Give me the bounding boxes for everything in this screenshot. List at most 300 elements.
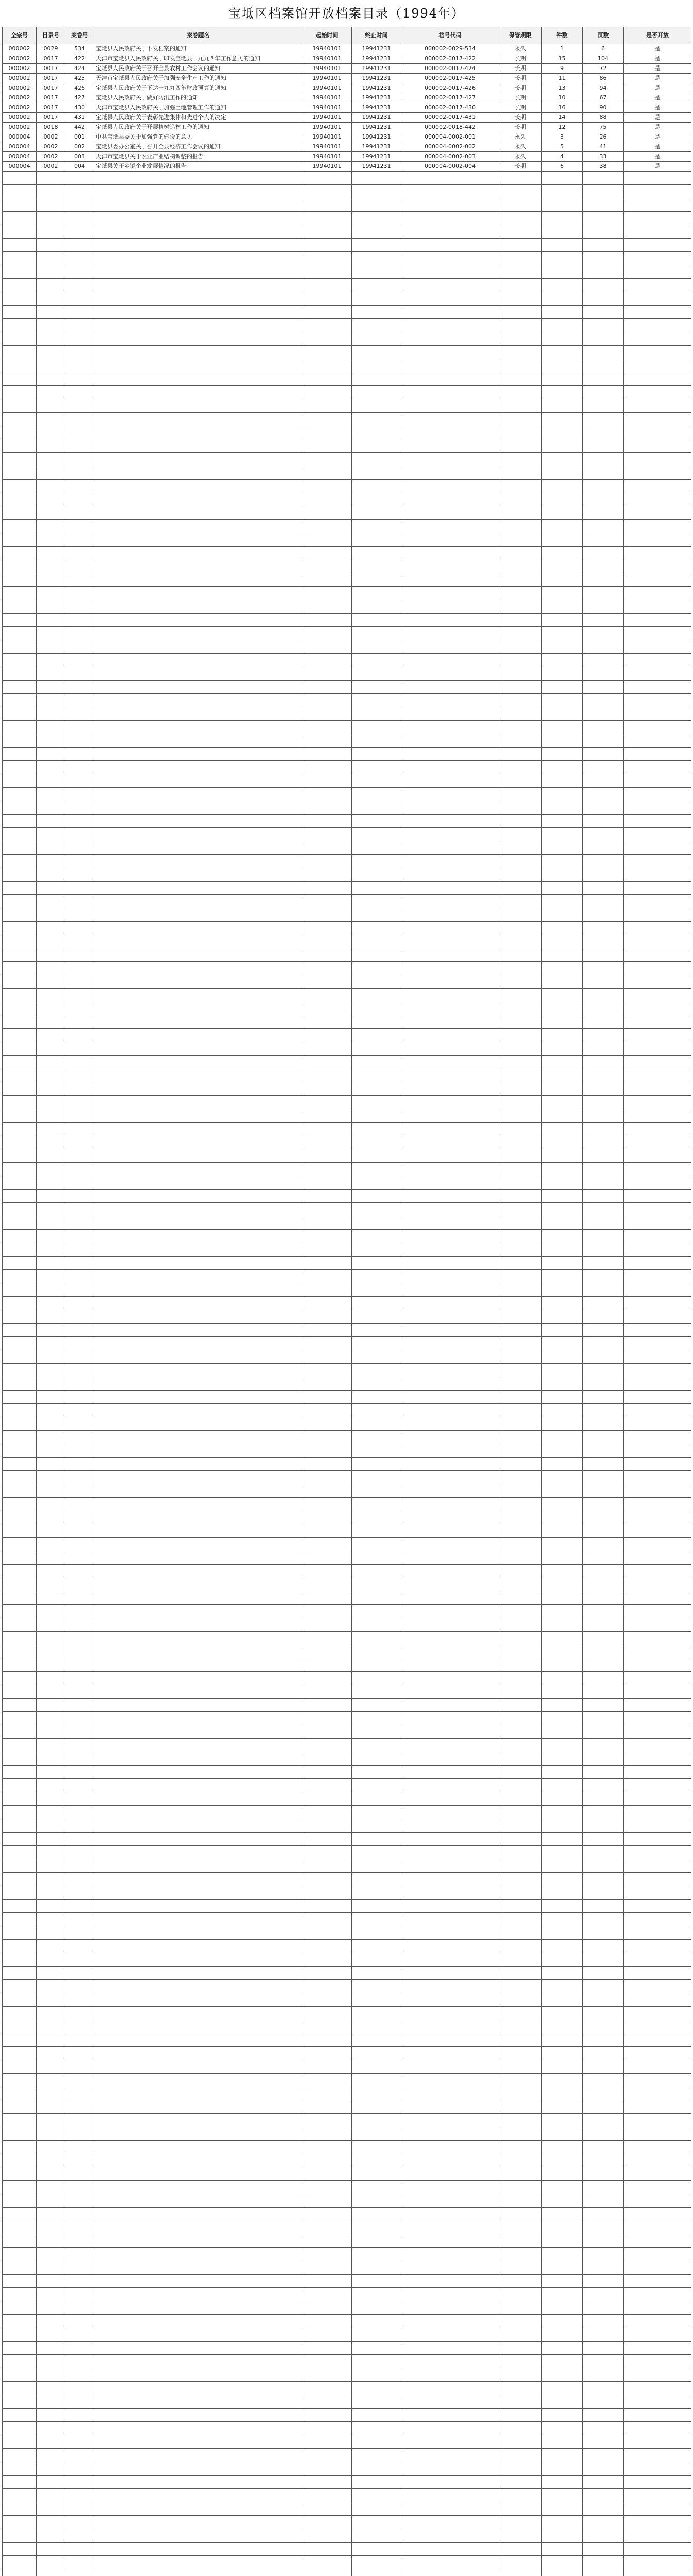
- cell-empty: [37, 1243, 65, 1257]
- cell-empty: [542, 774, 583, 788]
- cell-empty: [352, 774, 401, 788]
- cell-empty: [3, 1511, 37, 1524]
- cell-empty: [583, 1216, 624, 1230]
- cell-empty: [583, 1712, 624, 1725]
- cell-empty: [302, 399, 352, 413]
- cell-empty: [65, 1833, 94, 1846]
- cell-empty: [583, 734, 624, 748]
- cell-empty: [583, 1364, 624, 1377]
- cell-empty: [542, 1029, 583, 1042]
- cell-empty: [624, 1015, 691, 1029]
- cell-empty: [302, 2114, 352, 2127]
- cell-empty: [3, 480, 37, 493]
- cell-empty: [302, 332, 352, 346]
- cell-empty: [3, 1993, 37, 2007]
- cell-empty: [65, 2435, 94, 2449]
- cell-empty: [352, 2060, 401, 2074]
- cell-empty: [94, 1337, 302, 1350]
- cell-empty: [542, 841, 583, 855]
- cell-empty: [499, 761, 542, 774]
- cell-empty: [499, 2382, 542, 2395]
- cell-empty: [65, 801, 94, 815]
- table-row: [3, 123, 691, 132]
- cell-empty: [302, 493, 352, 506]
- cell-empty: [401, 1618, 499, 1632]
- cell-empty: [401, 1792, 499, 1806]
- cell-empty: [624, 2154, 691, 2167]
- cell-pages: 26: [583, 132, 624, 142]
- cell-empty: [624, 2529, 691, 2543]
- cell-empty: [37, 2100, 65, 2114]
- cell-empty: [37, 2275, 65, 2288]
- cell-empty: [37, 2556, 65, 2569]
- cell-empty: [302, 694, 352, 707]
- table-row-empty: [3, 2208, 691, 2221]
- cell-empty: [302, 1002, 352, 1015]
- table-row-empty: [3, 1940, 691, 1953]
- cell-empty: [3, 1297, 37, 1310]
- cell-empty: [302, 2529, 352, 2543]
- cell-empty: [94, 1993, 302, 2007]
- cell-empty: [401, 279, 499, 292]
- cell-empty: [3, 801, 37, 815]
- cell-empty: [542, 694, 583, 707]
- cell-empty: [65, 1096, 94, 1109]
- cell-empty: [401, 2275, 499, 2288]
- cell-empty: [37, 1109, 65, 1123]
- cell-empty: [401, 614, 499, 627]
- cell-empty: [37, 2020, 65, 2033]
- cell-empty: [583, 413, 624, 426]
- cell-empty: [624, 1913, 691, 1926]
- cell-empty: [37, 868, 65, 882]
- cell-empty: [352, 2529, 401, 2543]
- table-row-empty: [3, 1096, 691, 1109]
- cell-empty: [624, 654, 691, 667]
- cell-empty: [401, 2114, 499, 2127]
- cell-empty: [94, 2409, 302, 2422]
- cell-empty: [542, 587, 583, 600]
- cell-empty: [352, 855, 401, 868]
- cell-empty: [499, 1685, 542, 1699]
- cell-empty: [37, 1123, 65, 1136]
- cell-empty: [37, 1792, 65, 1806]
- cell-empty: [542, 2543, 583, 2556]
- cell-empty: [302, 1913, 352, 1926]
- cell-empty: [3, 2114, 37, 2127]
- cell-empty: [583, 2248, 624, 2261]
- cell-empty: [3, 1551, 37, 1565]
- cell-empty: [542, 399, 583, 413]
- cell-empty: [401, 1900, 499, 1913]
- cell-empty: [401, 533, 499, 547]
- cell-empty: [65, 439, 94, 453]
- cell-end: 19941231: [352, 132, 401, 142]
- cell-open: 是: [624, 64, 691, 74]
- cell-empty: [624, 2114, 691, 2127]
- cell-empty: [65, 279, 94, 292]
- cell-empty: [94, 2569, 302, 2576]
- table-row-empty: [3, 1685, 691, 1699]
- cell-empty: [401, 332, 499, 346]
- cell-empty: [542, 1953, 583, 1967]
- cell-empty: [3, 1645, 37, 1658]
- cell-empty: [352, 1109, 401, 1123]
- cell-empty: [401, 922, 499, 935]
- cell-empty: [94, 506, 302, 520]
- cell-empty: [499, 734, 542, 748]
- cell-empty: [37, 2368, 65, 2382]
- cell-empty: [401, 855, 499, 868]
- cell-empty: [352, 372, 401, 386]
- cell-empty: [352, 1257, 401, 1270]
- cell-empty: [401, 1685, 499, 1699]
- cell-empty: [302, 1270, 352, 1283]
- cell-empty: [401, 761, 499, 774]
- cell-empty: [499, 1431, 542, 1444]
- cell-empty: [499, 1725, 542, 1739]
- cell-empty: [499, 1967, 542, 1980]
- cell-empty: [352, 1484, 401, 1498]
- cell-empty: [401, 2167, 499, 2181]
- cell-empty: [65, 1980, 94, 1993]
- cell-empty: [3, 882, 37, 895]
- cell-empty: [583, 1511, 624, 1524]
- cell-empty: [302, 1163, 352, 1176]
- cell-empty: [583, 2449, 624, 2462]
- cell-empty: [624, 1257, 691, 1270]
- cell-empty: [65, 1431, 94, 1444]
- cell-empty: [401, 520, 499, 533]
- cell-empty: [65, 1538, 94, 1551]
- cell-empty: [302, 265, 352, 279]
- cell-empty: [401, 774, 499, 788]
- cell-empty: [3, 640, 37, 654]
- cell-empty: [583, 855, 624, 868]
- cell-empty: [65, 2315, 94, 2328]
- cell-empty: [302, 372, 352, 386]
- cell-empty: [65, 1056, 94, 1069]
- cell-empty: [37, 372, 65, 386]
- cell-empty: [3, 614, 37, 627]
- cell-empty: [94, 600, 302, 614]
- cell-empty: [3, 1364, 37, 1377]
- cell-empty: [583, 788, 624, 801]
- table-row-empty: [3, 198, 691, 212]
- cell-empty: [583, 1350, 624, 1364]
- cell-empty: [583, 748, 624, 761]
- cell-empty: [65, 265, 94, 279]
- cell-empty: [302, 1725, 352, 1739]
- table-row-empty: [3, 1257, 691, 1270]
- cell-empty: [302, 426, 352, 439]
- cell-empty: [542, 2449, 583, 2462]
- cell-empty: [624, 2355, 691, 2368]
- cell-empty: [302, 707, 352, 721]
- cell-empty: [3, 2248, 37, 2261]
- cell-empty: [94, 2208, 302, 2221]
- table-row-empty: [3, 1551, 691, 1565]
- cell-empty: [624, 1417, 691, 1431]
- table-row-empty: [3, 1739, 691, 1752]
- cell-empty: [65, 2529, 94, 2543]
- cell-empty: [37, 1096, 65, 1109]
- cell-empty: [65, 252, 94, 265]
- cell-empty: [542, 600, 583, 614]
- cell-empty: [3, 1739, 37, 1752]
- cell-empty: [352, 1940, 401, 1953]
- cell-empty: [624, 922, 691, 935]
- table-row-empty: [3, 734, 691, 748]
- cell-empty: [401, 239, 499, 252]
- cell-empty: [3, 2435, 37, 2449]
- cell-empty: [352, 2275, 401, 2288]
- cell-empty: [3, 1190, 37, 1203]
- cell-empty: [37, 2288, 65, 2301]
- cell-volume: 427: [65, 93, 94, 103]
- cell-empty: [65, 654, 94, 667]
- cell-empty: [499, 2435, 542, 2449]
- cell-empty: [499, 908, 542, 922]
- table-row-empty: [3, 1310, 691, 1324]
- cell-empty: [542, 1926, 583, 1940]
- cell-empty: [94, 1056, 302, 1069]
- cell-empty: [302, 721, 352, 734]
- cell-empty: [302, 1766, 352, 1779]
- cell-empty: [37, 908, 65, 922]
- cell-empty: [401, 1337, 499, 1350]
- cell-empty: [352, 962, 401, 975]
- cell-empty: [401, 2476, 499, 2489]
- cell-empty: [542, 1324, 583, 1337]
- cell-empty: [94, 1404, 302, 1417]
- table-row-empty: [3, 801, 691, 815]
- cell-empty: [302, 614, 352, 627]
- cell-empty: [499, 1524, 542, 1538]
- cell-empty: [401, 2301, 499, 2315]
- cell-empty: [94, 1913, 302, 1926]
- cell-empty: [499, 2047, 542, 2060]
- cell-empty: [94, 681, 302, 694]
- cell-empty: [352, 1725, 401, 1739]
- cell-empty: [542, 172, 583, 185]
- cell-empty: [499, 1591, 542, 1605]
- cell-empty: [3, 1484, 37, 1498]
- cell-empty: [499, 386, 542, 399]
- cell-empty: [401, 2315, 499, 2328]
- cell-empty: [37, 948, 65, 962]
- cell-pages: 90: [583, 103, 624, 113]
- cell-empty: [3, 2301, 37, 2315]
- cell-empty: [624, 627, 691, 640]
- cell-empty: [352, 2315, 401, 2328]
- cell-empty: [624, 761, 691, 774]
- cell-empty: [401, 1203, 499, 1216]
- cell-empty: [65, 2409, 94, 2422]
- cell-empty: [499, 2422, 542, 2435]
- table-row-empty: [3, 2194, 691, 2208]
- cell-empty: [94, 2261, 302, 2275]
- cell-empty: [499, 2060, 542, 2074]
- cell-empty: [542, 2020, 583, 2033]
- cell-empty: [624, 1056, 691, 1069]
- column-header: 案卷号: [65, 27, 94, 44]
- cell-empty: [37, 788, 65, 801]
- cell-code: 000002-0017-427: [401, 93, 499, 103]
- cell-empty: [583, 1243, 624, 1257]
- cell-empty: [352, 1873, 401, 1886]
- cell-empty: [352, 547, 401, 560]
- table-row-empty: [3, 439, 691, 453]
- table-row-empty: [3, 1056, 691, 1069]
- cell-empty: [65, 292, 94, 306]
- cell-empty: [37, 1565, 65, 1578]
- cell-empty: [94, 2181, 302, 2194]
- cell-empty: [37, 2529, 65, 2543]
- table-row-empty: [3, 426, 691, 439]
- cell-empty: [302, 1993, 352, 2007]
- cell-empty: [583, 962, 624, 975]
- cell-empty: [302, 1364, 352, 1377]
- cell-empty: [624, 172, 691, 185]
- cell-empty: [499, 1350, 542, 1364]
- cell-empty: [583, 2529, 624, 2543]
- table-row-empty: [3, 1283, 691, 1297]
- cell-items: 13: [542, 83, 583, 93]
- cell-empty: [583, 520, 624, 533]
- cell-empty: [94, 788, 302, 801]
- cell-empty: [401, 413, 499, 426]
- cell-empty: [3, 1230, 37, 1243]
- cell-empty: [499, 2355, 542, 2368]
- cell-empty: [542, 2516, 583, 2529]
- cell-empty: [624, 2569, 691, 2576]
- cell-empty: [302, 1337, 352, 1350]
- table-row-empty: [3, 1404, 691, 1417]
- cell-empty: [352, 1417, 401, 1431]
- cell-empty: [542, 1471, 583, 1484]
- table-row: [3, 64, 691, 74]
- cell-empty: [302, 1551, 352, 1565]
- cell-empty: [583, 1873, 624, 1886]
- cell-empty: [37, 1551, 65, 1565]
- cell-empty: [3, 2543, 37, 2556]
- column-header: 件数: [542, 27, 583, 44]
- cell-retention: 长期: [499, 83, 542, 93]
- cell-empty: [65, 1149, 94, 1163]
- cell-empty: [352, 2489, 401, 2502]
- cell-empty: [37, 1136, 65, 1149]
- cell-empty: [37, 1431, 65, 1444]
- cell-empty: [3, 1900, 37, 1913]
- cell-empty: [542, 2435, 583, 2449]
- cell-empty: [542, 2167, 583, 2181]
- cell-empty: [352, 1645, 401, 1658]
- cell-empty: [542, 975, 583, 989]
- cell-empty: [352, 2516, 401, 2529]
- cell-empty: [352, 600, 401, 614]
- cell-empty: [499, 2275, 542, 2288]
- cell-empty: [94, 614, 302, 627]
- cell-empty: [401, 1123, 499, 1136]
- cell-fonds: 000002: [3, 103, 37, 113]
- cell-empty: [37, 1069, 65, 1082]
- cell-empty: [94, 1216, 302, 1230]
- cell-empty: [624, 1109, 691, 1123]
- cell-empty: [499, 1190, 542, 1203]
- table-row-empty: [3, 1417, 691, 1431]
- cell-empty: [542, 1056, 583, 1069]
- cell-empty: [624, 2395, 691, 2409]
- cell-empty: [542, 2569, 583, 2576]
- cell-empty: [65, 1967, 94, 1980]
- cell-empty: [583, 2382, 624, 2395]
- cell-empty: [302, 2248, 352, 2261]
- cell-empty: [65, 2127, 94, 2141]
- cell-empty: [65, 1404, 94, 1417]
- cell-empty: [401, 895, 499, 908]
- cell-empty: [583, 2516, 624, 2529]
- cell-empty: [542, 2422, 583, 2435]
- cell-empty: [583, 1163, 624, 1176]
- cell-empty: [94, 1123, 302, 1136]
- cell-empty: [302, 306, 352, 319]
- cell-empty: [499, 2476, 542, 2489]
- cell-empty: [3, 1431, 37, 1444]
- cell-volume: 430: [65, 103, 94, 113]
- cell-empty: [583, 1766, 624, 1779]
- cell-empty: [37, 1618, 65, 1632]
- cell-catalog: 0017: [37, 74, 65, 83]
- cell-empty: [65, 1484, 94, 1498]
- cell-empty: [499, 2074, 542, 2087]
- cell-empty: [3, 855, 37, 868]
- cell-open: 是: [624, 113, 691, 123]
- cell-empty: [401, 2502, 499, 2516]
- cell-empty: [583, 1699, 624, 1712]
- cell-empty: [624, 1324, 691, 1337]
- cell-empty: [302, 855, 352, 868]
- cell-empty: [499, 667, 542, 681]
- cell-empty: [65, 855, 94, 868]
- cell-empty: [624, 1806, 691, 1819]
- cell-empty: [401, 1297, 499, 1310]
- cell-topic: 宝坻县人民政府关于做好防汛工作的通知: [94, 93, 302, 103]
- cell-empty: [542, 2382, 583, 2395]
- cell-empty: [302, 882, 352, 895]
- table-row-empty: [3, 1859, 691, 1873]
- cell-empty: [401, 882, 499, 895]
- cell-empty: [65, 627, 94, 640]
- cell-empty: [583, 1270, 624, 1283]
- cell-empty: [65, 1779, 94, 1792]
- cell-empty: [401, 2208, 499, 2221]
- cell-empty: [302, 506, 352, 520]
- cell-empty: [65, 587, 94, 600]
- cell-empty: [499, 1096, 542, 1109]
- cell-empty: [401, 681, 499, 694]
- table-row-empty: [3, 2167, 691, 2181]
- cell-empty: [94, 2194, 302, 2208]
- table-row-empty: [3, 185, 691, 198]
- cell-empty: [624, 1967, 691, 1980]
- cell-empty: [583, 1605, 624, 1618]
- table-row-empty: [3, 252, 691, 265]
- cell-empty: [94, 2221, 302, 2234]
- cell-empty: [624, 1203, 691, 1216]
- cell-empty: [94, 2060, 302, 2074]
- cell-empty: [499, 2543, 542, 2556]
